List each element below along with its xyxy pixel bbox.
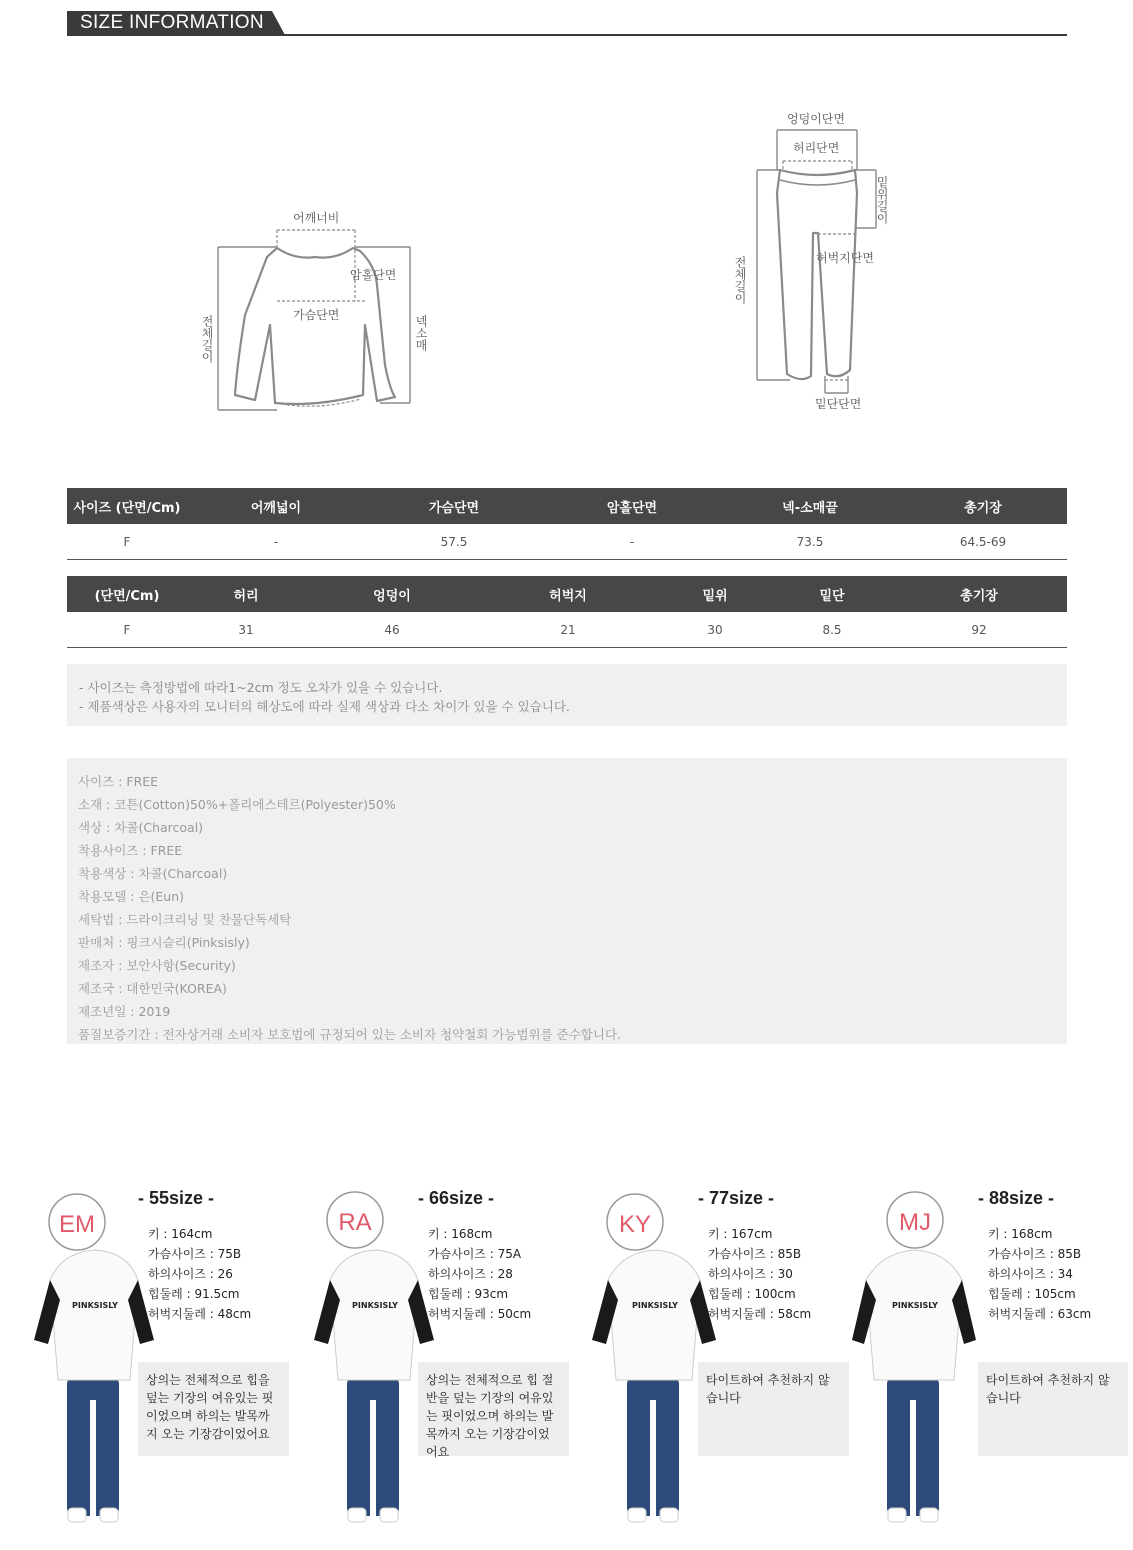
model-badge: RA (338, 1209, 372, 1236)
model-card (30, 1180, 310, 1530)
spec-line: 제조자 : 보안사항(Security) (78, 958, 236, 973)
model-info-line: 하의사이즈 : 34 (988, 1267, 1073, 1281)
spec-line: 제조년일 : 2019 (78, 1004, 171, 1019)
note-line: - 제품색상은 사용자의 모니터의 해상도에 따라 실제 색상과 다소 차이가 있을 수 있습니다. (79, 699, 570, 714)
spec-line: 제조국 : 대한민국(KOREA) (78, 981, 227, 996)
model-info-line: 허벅지둘레 : 50cm (428, 1307, 532, 1321)
spec-line: 색상 : 차콜(Charcoal) (78, 820, 204, 835)
col-header: 밑단 (773, 576, 891, 612)
model-badge: EM (59, 1211, 95, 1238)
col-header: 암홀단면 (543, 488, 721, 524)
model-info-line: 키 : 168cm (428, 1227, 493, 1241)
model-info (148, 1224, 251, 1324)
model-fit-note: 상의는 전체적으로 힙을 덮는 기장의 여유있는 핏이었으며 하의는 발목까지 오는 기장감이었어요 (138, 1362, 289, 1456)
model-info-line: 가슴사이즈 : 75B (148, 1247, 242, 1261)
section-title: SIZE INFORMATION (80, 12, 264, 33)
table-cell: 92 (891, 612, 1067, 648)
table-cell: 8.5 (773, 612, 891, 648)
label-top-total-length: 전체길이 (200, 315, 214, 363)
model-photo (850, 1190, 980, 1530)
table-cell: F (67, 612, 187, 648)
model-photo (30, 1190, 160, 1530)
shirt-logo: PINKSISLY (352, 1301, 398, 1310)
model-size-title: - 66size - (418, 1188, 495, 1208)
label-neck-sleeve: 넥소매 (414, 315, 428, 351)
model-info-line: 키 : 164cm (148, 1227, 213, 1241)
top-size-diagram (195, 205, 435, 420)
spec-line: 세탁법 : 드라이크리닝 및 찬물단독세탁 (78, 912, 292, 927)
table-cell: - (543, 524, 721, 560)
table-row (67, 524, 1067, 560)
col-header: 총기장 (891, 576, 1067, 612)
col-header: 엉덩이 (305, 576, 479, 612)
model-info-line: 허벅지둘레 : 48cm (148, 1307, 252, 1321)
label-rise: 밑위길이 (875, 176, 889, 224)
product-spec (67, 758, 1067, 1044)
model-info-line: 하의사이즈 : 30 (708, 1267, 793, 1281)
bottom-size-table (67, 576, 1067, 648)
col-header: 어깨넓이 (187, 488, 365, 524)
model-info-line: 허벅지둘레 : 63cm (988, 1307, 1092, 1321)
section-header (67, 11, 1067, 36)
col-header: 밑위 (657, 576, 773, 612)
spec-line: 사이즈 : FREE (78, 774, 159, 789)
model-card (310, 1180, 590, 1530)
note-line: - 사이즈는 측정방법에 따라1~2cm 정도 오차가 있을 수 있습니다. (79, 680, 443, 695)
table-cell: 31 (187, 612, 305, 648)
size-notes (67, 664, 1067, 726)
model-info-line: 가슴사이즈 : 85B (708, 1247, 802, 1261)
model-fit-note: 상의는 전체적으로 힙 절반을 덮는 기장의 여유있는 핏이었으며 하의는 발목까지 오는 기장감이었어요 (418, 1362, 569, 1456)
model-info-line: 하의사이즈 : 28 (428, 1267, 513, 1281)
table-row (67, 612, 1067, 648)
model-size-title: - 77size - (698, 1188, 775, 1208)
table-cell: - (187, 524, 365, 560)
col-header: 넥-소매끝 (721, 488, 899, 524)
spec-line: 품질보증기간 : 전자상거래 소비자 보호법에 규정되어 있는 소비자 청약철회 가능범위를 준수합니다. (78, 1027, 621, 1042)
model-info (428, 1224, 531, 1324)
col-header: 총기장 (899, 488, 1067, 524)
table-header-row (67, 576, 1067, 612)
spec-line: 착용모델 : 은(Eun) (78, 889, 185, 904)
spec-line: 판매처 : 핑크시슬리(Pinksisly) (78, 935, 250, 950)
table-cell: 57.5 (365, 524, 543, 560)
shirt-logo: PINKSISLY (892, 1301, 938, 1310)
shirt-logo: PINKSISLY (72, 1301, 118, 1310)
shirt-logo: PINKSISLY (632, 1301, 678, 1310)
spec-line: 소재 : 코튼(Cotton)50%+폴리에스테르(Polyester)50% (78, 797, 396, 812)
col-header: 가슴단면 (365, 488, 543, 524)
col-header: 허벅지 (479, 576, 657, 612)
model-info-line: 힙둘레 : 93cm (428, 1287, 509, 1301)
label-waist: 허리단면 (793, 141, 840, 155)
model-info-line: 키 : 167cm (708, 1227, 773, 1241)
label-hem: 밑단단면 (815, 397, 862, 411)
label-hip: 엉덩이단면 (787, 112, 845, 126)
model-info-line: 키 : 168cm (988, 1227, 1053, 1241)
model-info-line: 힙둘레 : 100cm (708, 1287, 796, 1301)
table-cell: 46 (305, 612, 479, 648)
col-header: 사이즈 (단면/Cm) (67, 488, 187, 524)
model-photo (590, 1190, 720, 1530)
spec-line: 착용사이즈 : FREE (78, 843, 183, 858)
model-card (590, 1180, 870, 1530)
model-info-line: 가슴사이즈 : 75A (428, 1247, 522, 1261)
label-bottom-total-length: 전체길이 (733, 256, 747, 304)
model-info-line: 하의사이즈 : 26 (148, 1267, 233, 1281)
spec-line: 착용색상 : 차콜(Charcoal) (78, 866, 228, 881)
model-badge: MJ (899, 1209, 931, 1236)
model-info-line: 힙둘레 : 105cm (988, 1287, 1076, 1301)
model-size-title: - 55size - (138, 1188, 215, 1208)
header-rule (67, 34, 1067, 36)
model-fit-note: 타이트하여 추천하지 않습니다 (978, 1362, 1128, 1456)
table-cell: F (67, 524, 187, 560)
model-info (708, 1224, 811, 1324)
table-cell: 21 (479, 612, 657, 648)
label-shoulder: 어깨너비 (293, 211, 340, 225)
model-info (988, 1224, 1091, 1324)
table-cell: 73.5 (721, 524, 899, 560)
top-size-table (67, 488, 1067, 560)
table-header-row (67, 488, 1067, 524)
model-badge: KY (618, 1211, 652, 1238)
model-photo (310, 1190, 440, 1530)
table-cell: 30 (657, 612, 773, 648)
model-card (850, 1180, 1130, 1530)
label-thigh: 허벅지단면 (816, 251, 874, 265)
model-info-line: 힙둘레 : 91.5cm (148, 1287, 240, 1301)
bottom-size-diagram (735, 108, 900, 418)
label-chest: 가슴단면 (293, 308, 340, 322)
model-size-title: - 88size - (978, 1188, 1055, 1208)
col-header: 허리 (187, 576, 305, 612)
model-info-line: 허벅지둘레 : 58cm (708, 1307, 812, 1321)
table-cell: 64.5-69 (899, 524, 1067, 560)
model-fit-note: 타이트하여 추천하지 않습니다 (698, 1362, 849, 1456)
col-header: (단면/Cm) (67, 576, 187, 612)
label-armhole: 암홀단면 (350, 268, 397, 282)
model-info-line: 가슴사이즈 : 85B (988, 1247, 1082, 1261)
